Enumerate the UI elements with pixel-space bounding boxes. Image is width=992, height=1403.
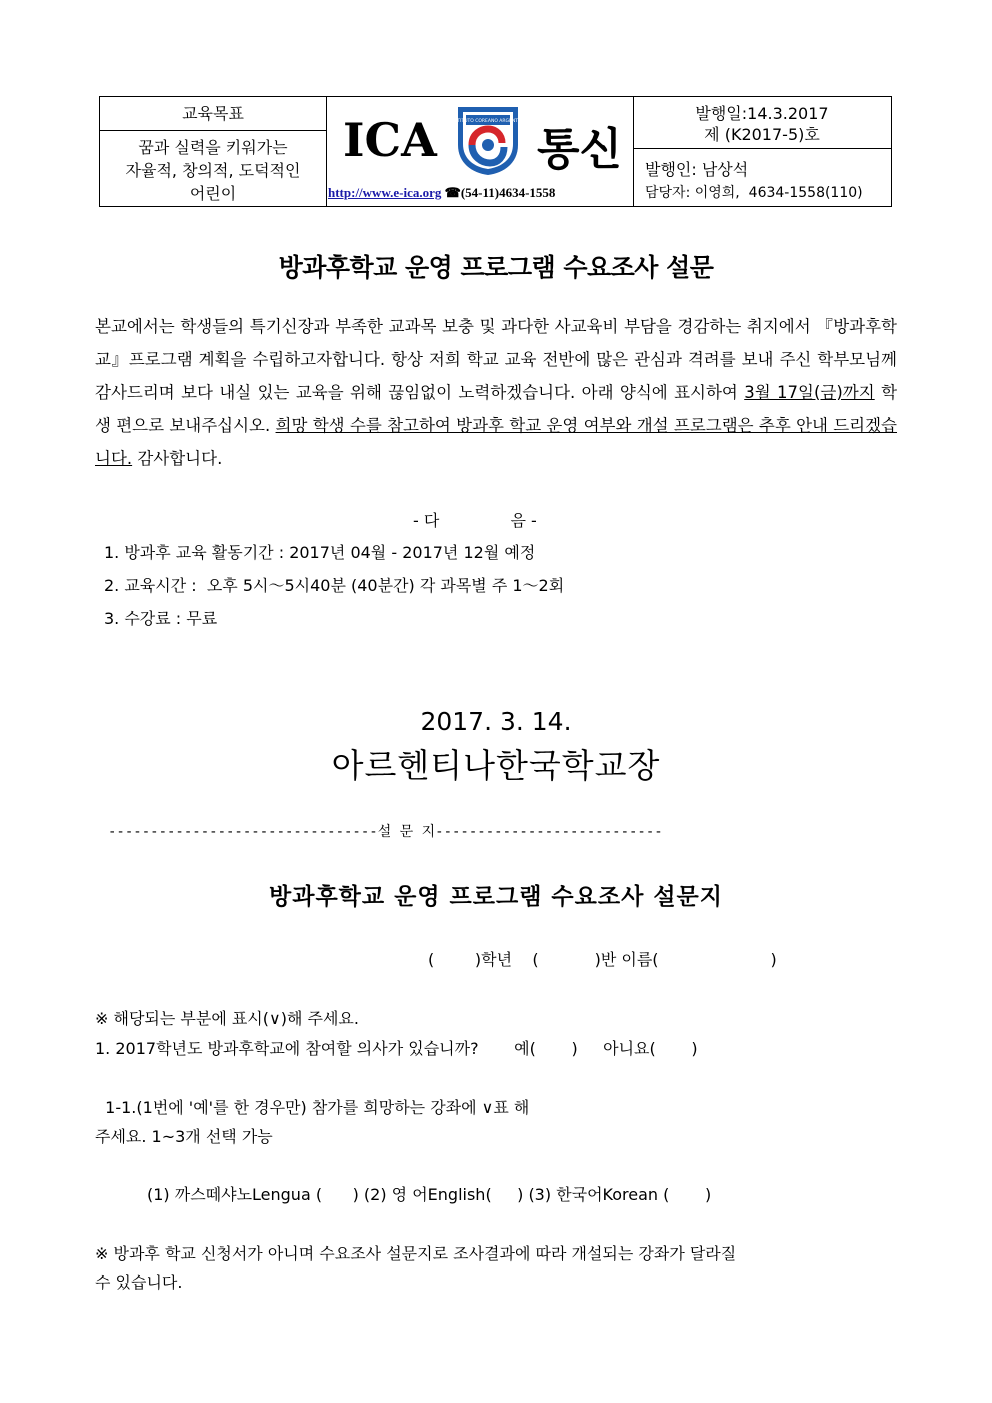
item-fee: 3. 수강료 : 무료 — [104, 609, 218, 628]
contact-person: 담당자: 이영희, 4634-1558(110) — [645, 185, 863, 201]
page-title: 방과후학교 운영 프로그램 수요조사 설문 — [278, 253, 714, 282]
item-period: 1. 방과후 교육 활동기간 : 2017년 04월 - 2017년 12월 예정 — [104, 543, 536, 562]
question-1-1-line2: 주세요. 1~3개 선택 가능 — [95, 1127, 273, 1146]
mark-instruction: ※ 해당되는 부분에 표시(∨)해 주세요. — [95, 1009, 359, 1028]
logo-text: INSTITUTO COREANO ARGENTINO — [452, 119, 524, 124]
question-1-1-line1: 1-1.(1번에 '예'를 한 경우만) 참가를 희망하는 강좌에 ∨표 해 — [95, 1098, 530, 1117]
issue-date-line: 2017. 3. 14. — [420, 707, 572, 736]
phone-number: ☎(54-11)4634-1558 — [444, 185, 556, 200]
website-link[interactable]: http://www.e-ica.org — [328, 185, 442, 200]
ica-wordmark: ICA — [343, 113, 437, 167]
deadline: 3월 17일(금)까지 — [744, 383, 875, 402]
edu-goal-line1: 꿈과 실력을 키워가는 — [138, 138, 288, 157]
footnote-line2: 수 있습니다. — [95, 1273, 183, 1292]
intro-part3: 감사합니다. — [132, 449, 223, 468]
edu-goal-line2: 자율적, 창의적, 도덕적인 — [125, 161, 301, 180]
student-info-field[interactable]: ( )학년 ( )반 이름( ) — [428, 950, 777, 969]
edu-goal-label: 교육목표 — [182, 104, 244, 123]
intro-part2: 학생 편으로 보내주십시오. — [95, 383, 898, 435]
course-options[interactable]: (1) 까스떼샤노Lengua ( ) (2) 영 어English( ) (3) 한국어Korean ( ) — [147, 1185, 712, 1204]
survey-separator: --------------------------------설 문 지--------------------------- — [108, 824, 663, 840]
edu-goal-line3: 어린이 — [189, 184, 237, 203]
newsletter-header — [99, 96, 892, 207]
principal-signature: 아르헨티나한국학교장 — [331, 746, 661, 785]
question-1[interactable]: 1. 2017학년도 방과후학교에 참여할 의사가 있습니까? 예( ) 아니요( ) — [95, 1039, 698, 1058]
survey-title: 방과후학교 운영 프로그램 수요조사 설문지 — [269, 883, 723, 910]
footnote-line1: ※ 방과후 학교 신청서가 아니며 수요조사 설문지로 조사결과에 따라 개설되는 강좌가 달라질 — [95, 1244, 737, 1263]
school-logo — [452, 103, 524, 177]
intro-paragraph — [95, 310, 897, 475]
tongsin-title: 통신 — [537, 124, 623, 175]
da-eum-heading: - 다 음 - — [413, 511, 537, 530]
intro-part1: 본교에서는 학생들의 특기신장과 부족한 교과목 보충 및 과다한 사교육비 부담을 경감하는 취지에서 『방과후학교』프로그램 계획을 수립하고자합니다. 항상 저희 학교 교육 전반에 많은 관심과 격려를 보내 주신 학부모님께 감사드리며 보다 내실 있는 교육을 위해 끊임없이 노력하겠습니다. 아래 양식에 표시하여 — [95, 317, 897, 402]
item-time: 2. 교육시간 : 오후 5시～5시40분 (40분간) 각 과목별 주 1～2회 — [104, 576, 565, 595]
publisher: 발행인: 남상석 — [645, 160, 749, 179]
contact-line — [328, 185, 555, 201]
issue-number: 제 (K2017-5)호 — [704, 125, 820, 144]
issue-date: 발행일:14.3.2017 — [695, 104, 829, 123]
notice: 희망 학생 수를 참고하여 방과후 학교 운영 여부와 개설 프로그램은 추후 안내 드리겠습니다. — [95, 416, 898, 468]
